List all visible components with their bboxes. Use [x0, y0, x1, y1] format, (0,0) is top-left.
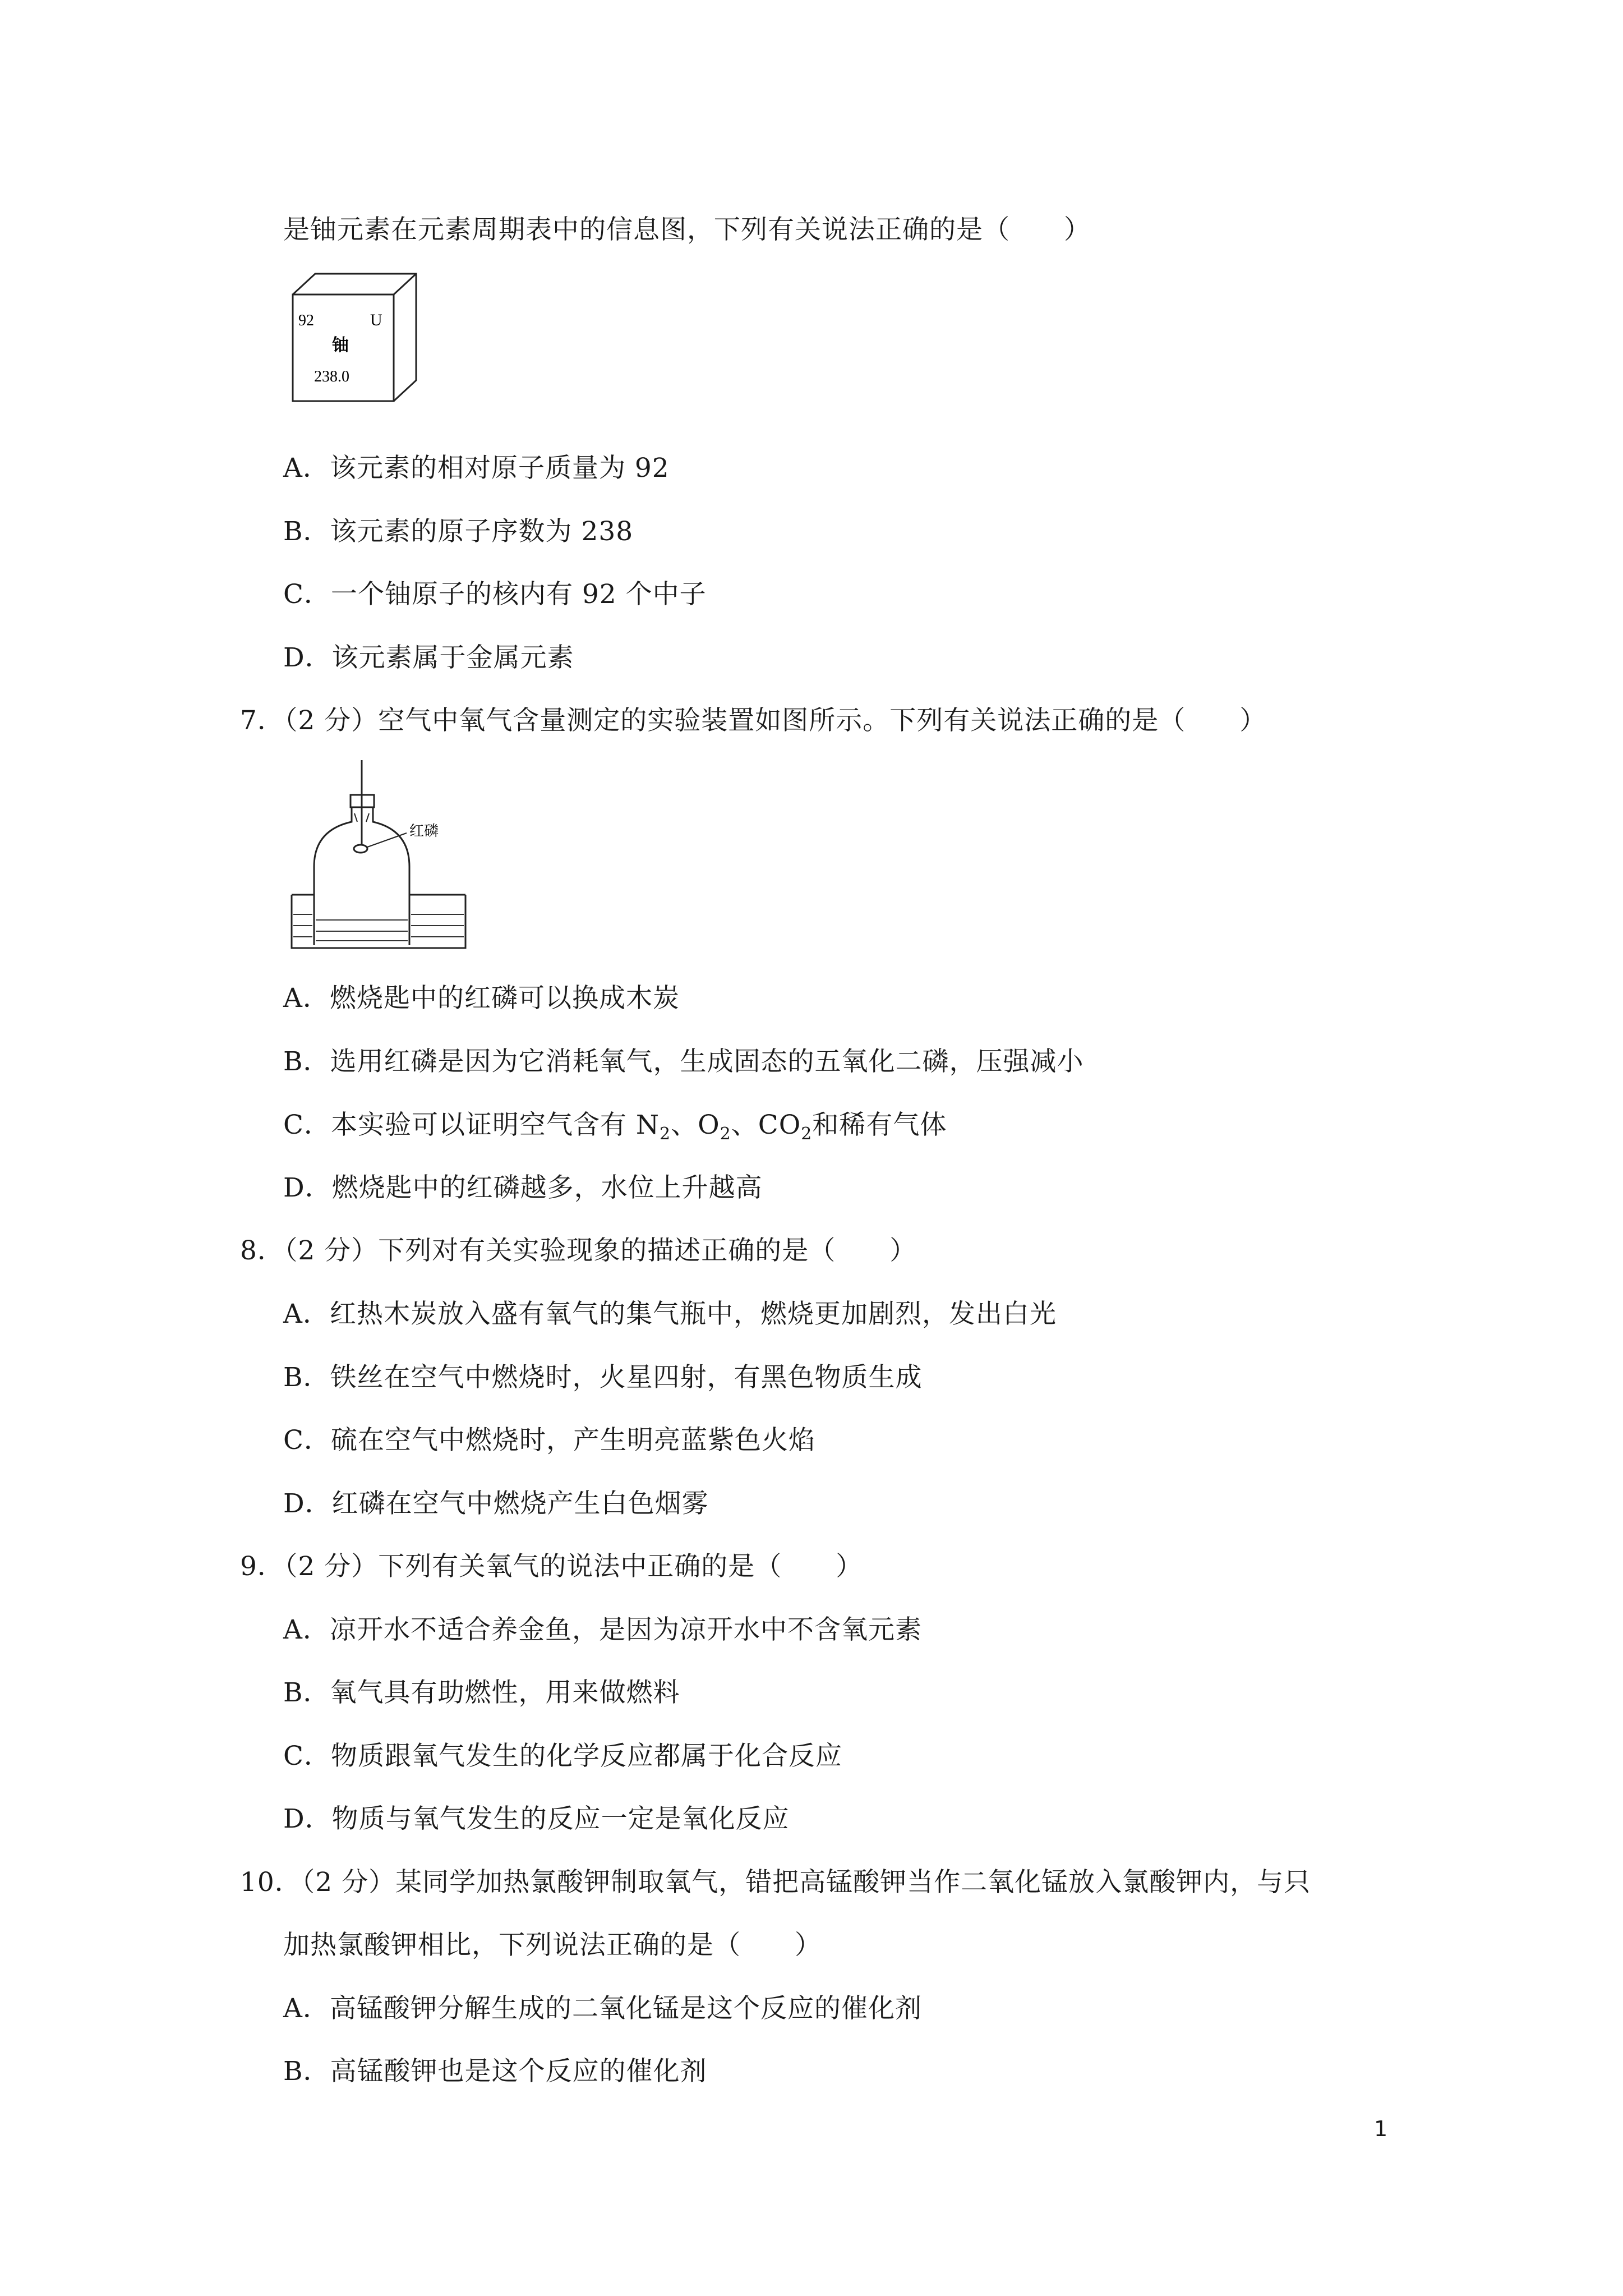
- q7-option-c: [283, 1108, 947, 1142]
- subscript: 2: [720, 1124, 731, 1144]
- q7-option-a: A．燃烧匙中的红磷可以换成木炭: [283, 983, 680, 1014]
- q10-stem-line-1: 10．（2 分）某同学加热氯酸钾制取氧气，错把高锰酸钾当作二氧化锰放入氯酸钾内，与只: [240, 1867, 1311, 1898]
- q9-option-a: A．凉开水不适合养金鱼，是因为凉开水中不含氧元素: [283, 1614, 922, 1645]
- element-mass: 238.0: [314, 368, 349, 385]
- q7-option-c-text: 、CO: [731, 1110, 801, 1140]
- q6-option-a: A．该元素的相对原子质量为 92: [283, 453, 670, 484]
- q6-stem-continuation: 是铀元素在元素周期表中的信息图，下列有关说法正确的是（ ）: [283, 214, 1091, 245]
- q9-stem: 9．（2 分）下列有关氧气的说法中正确的是（ ）: [240, 1551, 863, 1582]
- element-number: 92: [298, 312, 314, 329]
- q10-stem-line-2: 加热氯酸钾相比，下列说法正确的是（ ）: [283, 1930, 822, 1961]
- q6-option-c: C．一个铀原子的核内有 92 个中子: [283, 579, 707, 610]
- element-symbol: U: [370, 311, 382, 329]
- subscript: 2: [801, 1124, 813, 1144]
- oxygen-measurement-apparatus: [289, 760, 468, 954]
- subscript: 2: [660, 1124, 671, 1144]
- uranium-element-figure: [286, 269, 432, 409]
- q8-option-a: A．红热木炭放入盛有氧气的集气瓶中，燃烧更加剧烈，发出白光: [283, 1299, 1057, 1329]
- q7-option-c-text: C．本实验可以证明空气含有 N: [283, 1110, 660, 1140]
- element-name: 铀: [332, 335, 349, 355]
- q6-option-b: B．该元素的原子序数为 238: [283, 516, 634, 547]
- q9-option-d: D．物质与氧气发生的反应一定是氧化反应: [283, 1803, 790, 1834]
- q7-stem: 7．（2 分）空气中氧气含量测定的实验装置如图所示。下列有关说法正确的是（ ）: [240, 705, 1267, 736]
- q7-option-c-text: 、O: [671, 1110, 720, 1140]
- q9-option-c: C．物质跟氧气发生的化学反应都属于化合反应: [283, 1741, 842, 1772]
- q6-option-d: D．该元素属于金属元素: [283, 642, 574, 673]
- red-phosphorus-label: 红磷: [409, 823, 439, 840]
- q8-option-d: D．红磷在空气中燃烧产生白色烟雾: [283, 1488, 709, 1519]
- q10-option-a: A．高锰酸钾分解生成的二氧化锰是这个反应的催化剂: [283, 1993, 922, 2024]
- page-number: 1: [1374, 2116, 1388, 2141]
- q10-option-b: B．高锰酸钾也是这个反应的催化剂: [283, 2056, 707, 2087]
- q7-option-b: B．选用红磷是因为它消耗氧气，生成固态的五氧化二磷，压强减小: [283, 1046, 1084, 1077]
- q7-option-d: D．燃烧匙中的红磷越多，水位上升越高: [283, 1172, 763, 1203]
- q8-option-c: C．硫在空气中燃烧时，产生明亮蓝紫色火焰: [283, 1425, 815, 1456]
- q8-option-b: B．铁丝在空气中燃烧时，火星四射，有黑色物质生成: [283, 1362, 923, 1393]
- q7-option-c-text: 和稀有气体: [812, 1110, 947, 1140]
- q9-option-b: B．氧气具有助燃性，用来做燃料: [283, 1677, 680, 1708]
- q8-stem: 8．（2 分）下列对有关实验现象的描述正确的是（ ）: [240, 1235, 917, 1266]
